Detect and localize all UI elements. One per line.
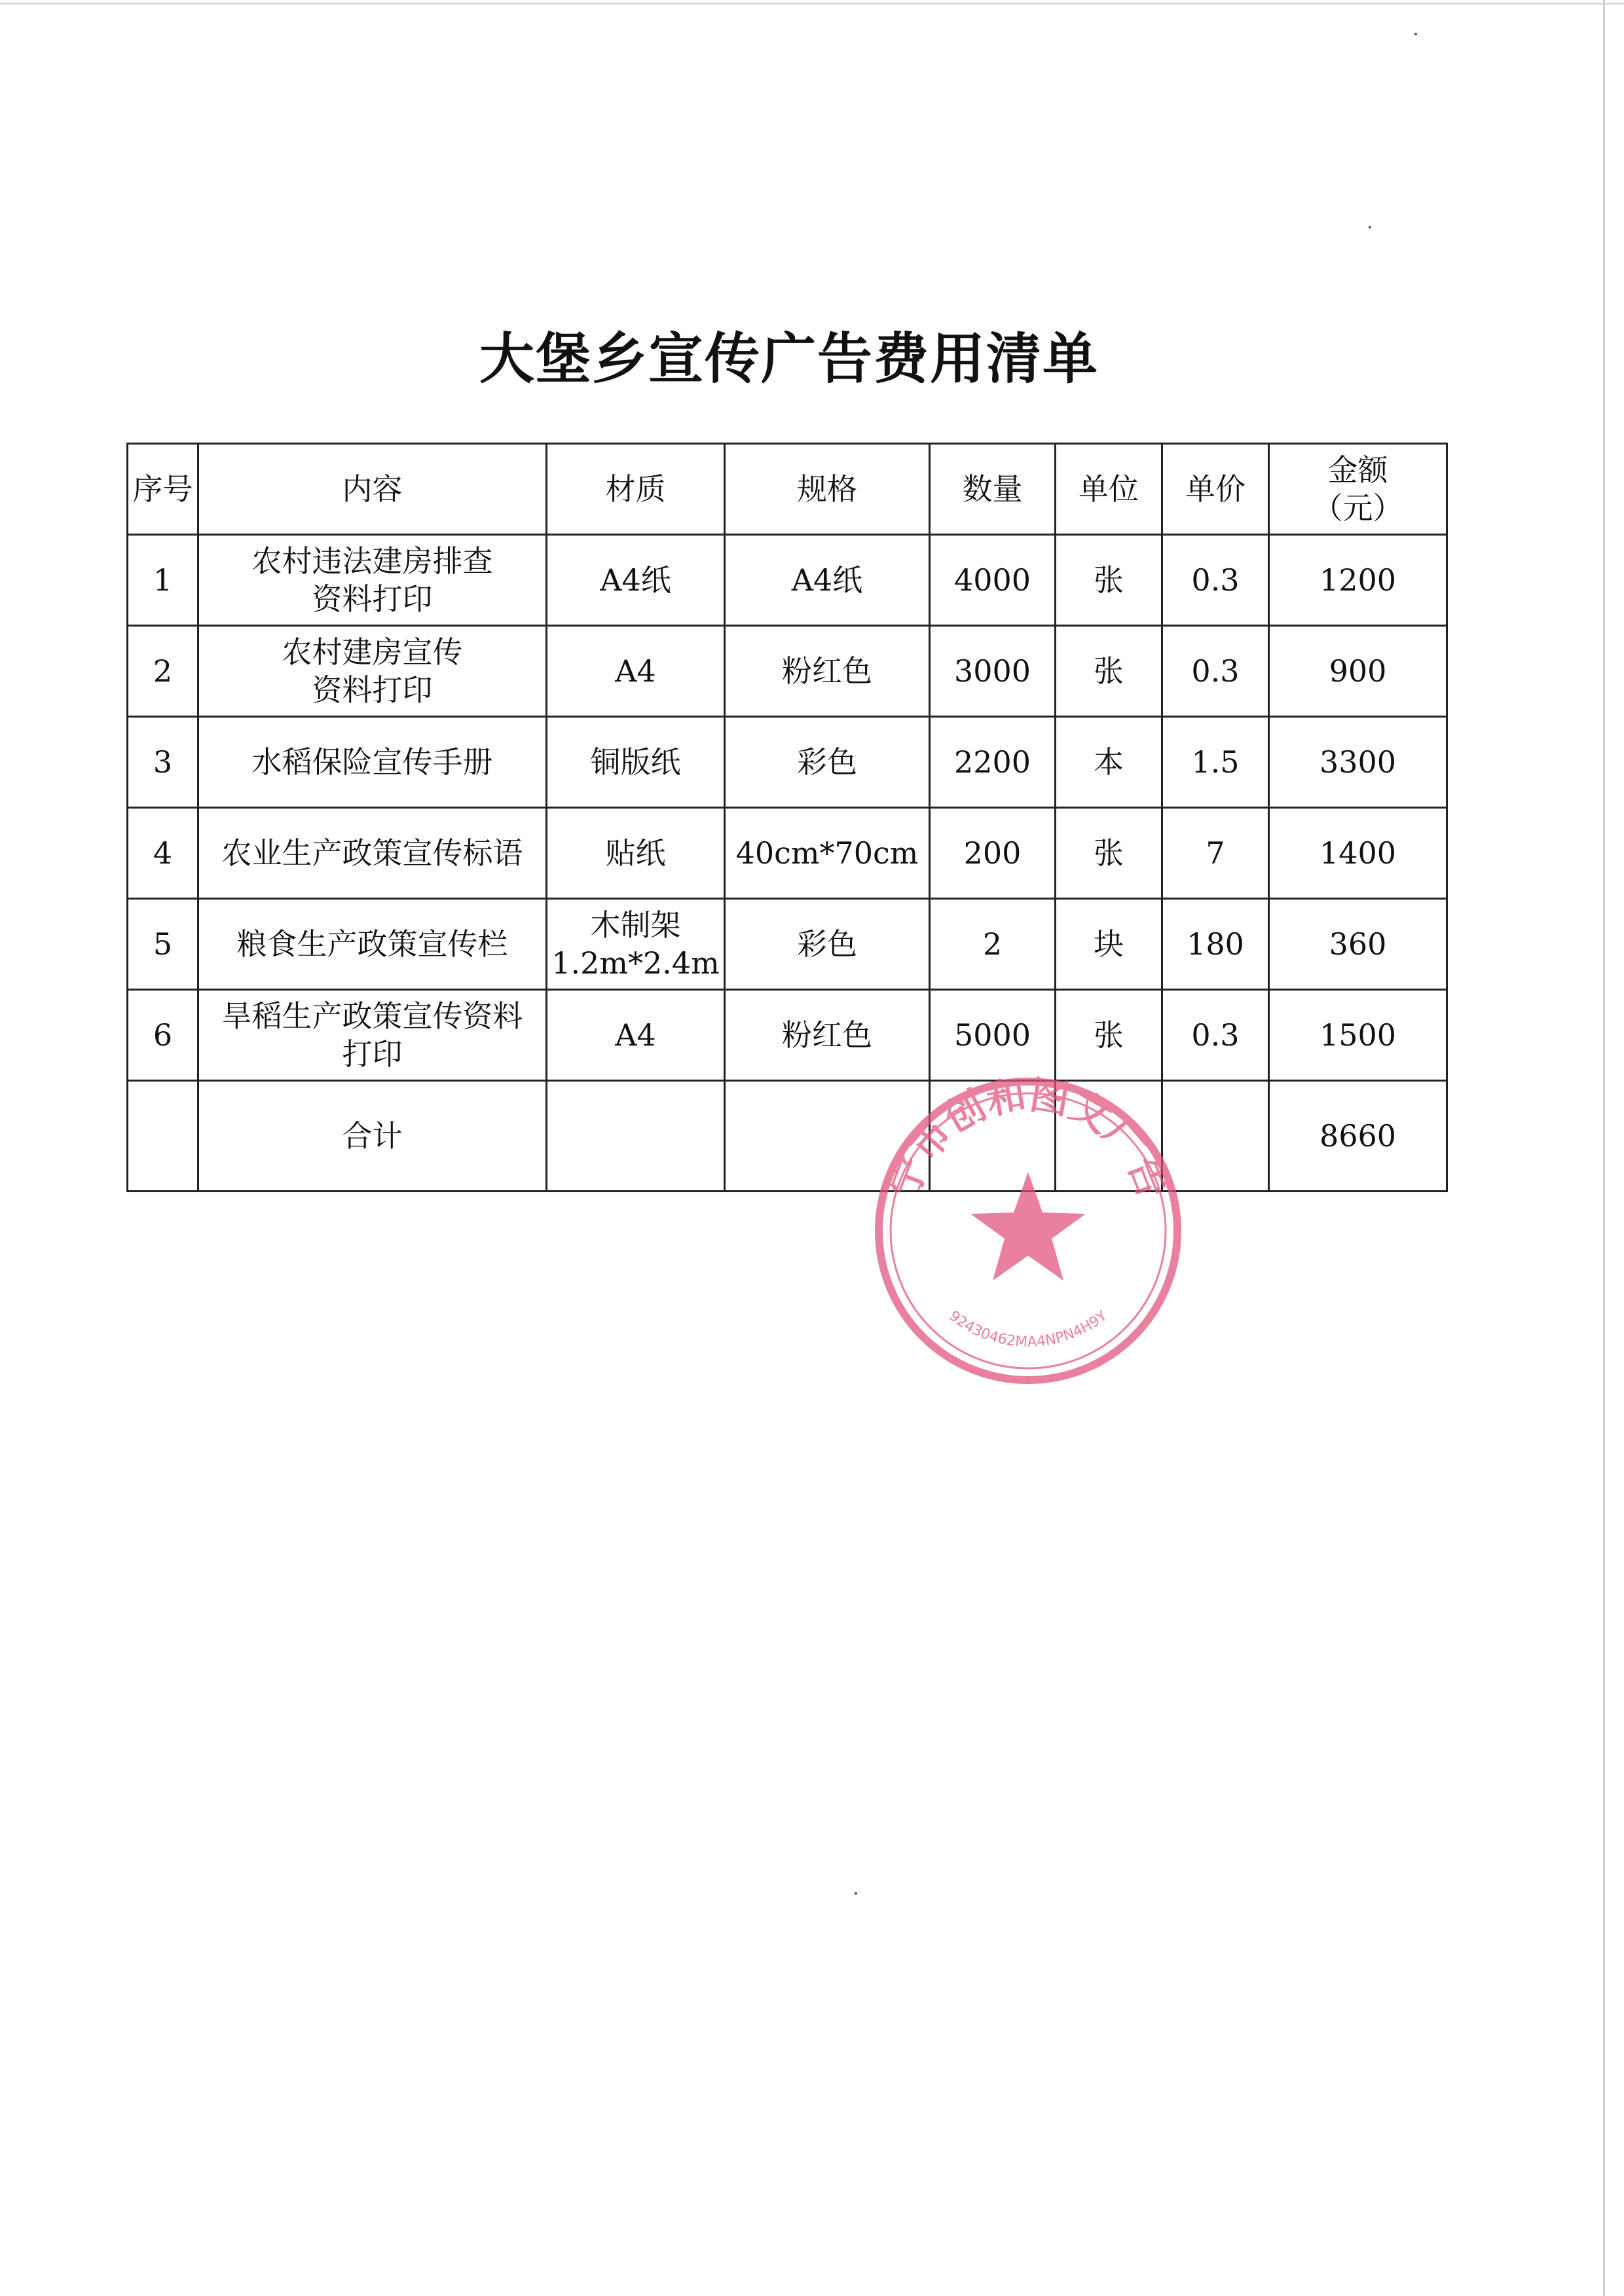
cell-amount: 360 — [1269, 899, 1447, 990]
cell-content: 农村违法建房排查 资料打印 — [198, 535, 547, 626]
cell-index: 1 — [128, 535, 198, 626]
header-spec: 规格 — [725, 444, 930, 535]
document-title: 大堡乡宣传广告费用清单 — [479, 326, 1099, 391]
scan-edge-top — [0, 3, 1624, 5]
seal-star-icon — [970, 1172, 1086, 1281]
cell-amount: 900 — [1269, 626, 1447, 717]
header-material: 材质 — [547, 444, 725, 535]
table-row — [128, 990, 1447, 1081]
cell-unit: 张 — [1056, 990, 1162, 1081]
cell-spec: A4纸 — [725, 535, 930, 626]
scan-dust — [1369, 226, 1371, 228]
cell-index: 2 — [128, 626, 198, 717]
cell-index: 5 — [128, 899, 198, 990]
fee-table — [126, 443, 1448, 1192]
cell-content: 粮食生产政策宣传栏 — [198, 899, 547, 990]
cell-content: 农业生产政策宣传标语 — [198, 808, 547, 899]
table-row — [128, 899, 1447, 990]
seal-name-text: 宁市创和图文广告 — [880, 1074, 1176, 1205]
cell-unit-price: 0.3 — [1162, 626, 1269, 717]
cell-unit: 张 — [1056, 535, 1162, 626]
table-row — [128, 717, 1447, 808]
cell-quantity: 2200 — [930, 717, 1056, 808]
table-row — [128, 626, 1447, 717]
cell-amount: 1400 — [1269, 808, 1447, 899]
cell-unit: 张 — [1056, 808, 1162, 899]
cell-index: 3 — [128, 717, 198, 808]
cell-spec: 40cm*70cm — [725, 808, 930, 899]
cell-content: 农村建房宣传 资料打印 — [198, 626, 547, 717]
cell-spec: 彩色 — [725, 717, 930, 808]
table-row — [128, 535, 1447, 626]
table-header-row — [128, 444, 1447, 535]
header-quantity: 数量 — [930, 444, 1056, 535]
header-content: 内容 — [198, 444, 547, 535]
cell-amount: 1200 — [1269, 535, 1447, 626]
cell-total-index — [128, 1081, 198, 1192]
cell-unit-price: 180 — [1162, 899, 1269, 990]
cell-quantity: 5000 — [930, 990, 1056, 1081]
cell-material: A4 — [547, 990, 725, 1081]
cell-unit: 张 — [1056, 626, 1162, 717]
company-seal — [871, 1074, 1185, 1388]
seal-code-text: 92430462MA4NPN4H9Y — [946, 1307, 1111, 1351]
cell-material: A4 — [547, 626, 725, 717]
cell-quantity: 3000 — [930, 626, 1056, 717]
cell-spec: 彩色 — [725, 899, 930, 990]
scan-edge-right — [1603, 0, 1605, 2296]
header-unit-price: 单价 — [1162, 444, 1269, 535]
header-index: 序号 — [128, 444, 198, 535]
cell-unit: 块 — [1056, 899, 1162, 990]
table-total-row — [128, 1081, 1447, 1192]
scan-dust — [855, 1892, 857, 1895]
cell-material: 木制架 1.2m*2.4m — [547, 899, 725, 990]
cell-quantity: 200 — [930, 808, 1056, 899]
cell-total-amount: 8660 — [1269, 1081, 1447, 1192]
cell-amount: 1500 — [1269, 990, 1447, 1081]
cell-total-empty — [547, 1081, 725, 1192]
table-row — [128, 808, 1447, 899]
cell-index: 6 — [128, 990, 198, 1081]
cell-spec: 粉红色 — [725, 626, 930, 717]
cell-unit-price: 7 — [1162, 808, 1269, 899]
cell-unit: 本 — [1056, 717, 1162, 808]
cell-material: 铜版纸 — [547, 717, 725, 808]
cell-total-label: 合计 — [198, 1081, 547, 1192]
cell-content: 旱稻生产政策宣传资料 打印 — [198, 990, 547, 1081]
cell-quantity: 2 — [930, 899, 1056, 990]
header-unit: 单位 — [1056, 444, 1162, 535]
cell-quantity: 4000 — [930, 535, 1056, 626]
cell-unit-price: 0.3 — [1162, 990, 1269, 1081]
cell-amount: 3300 — [1269, 717, 1447, 808]
cell-unit-price: 0.3 — [1162, 535, 1269, 626]
cell-content: 水稻保险宣传手册 — [198, 717, 547, 808]
cell-spec: 粉红色 — [725, 990, 930, 1081]
cell-unit-price: 1.5 — [1162, 717, 1269, 808]
cell-material: 贴纸 — [547, 808, 725, 899]
cell-index: 4 — [128, 808, 198, 899]
cell-material: A4纸 — [547, 535, 725, 626]
header-amount: 金额 （元） — [1269, 444, 1447, 535]
scan-dust — [1414, 33, 1417, 35]
